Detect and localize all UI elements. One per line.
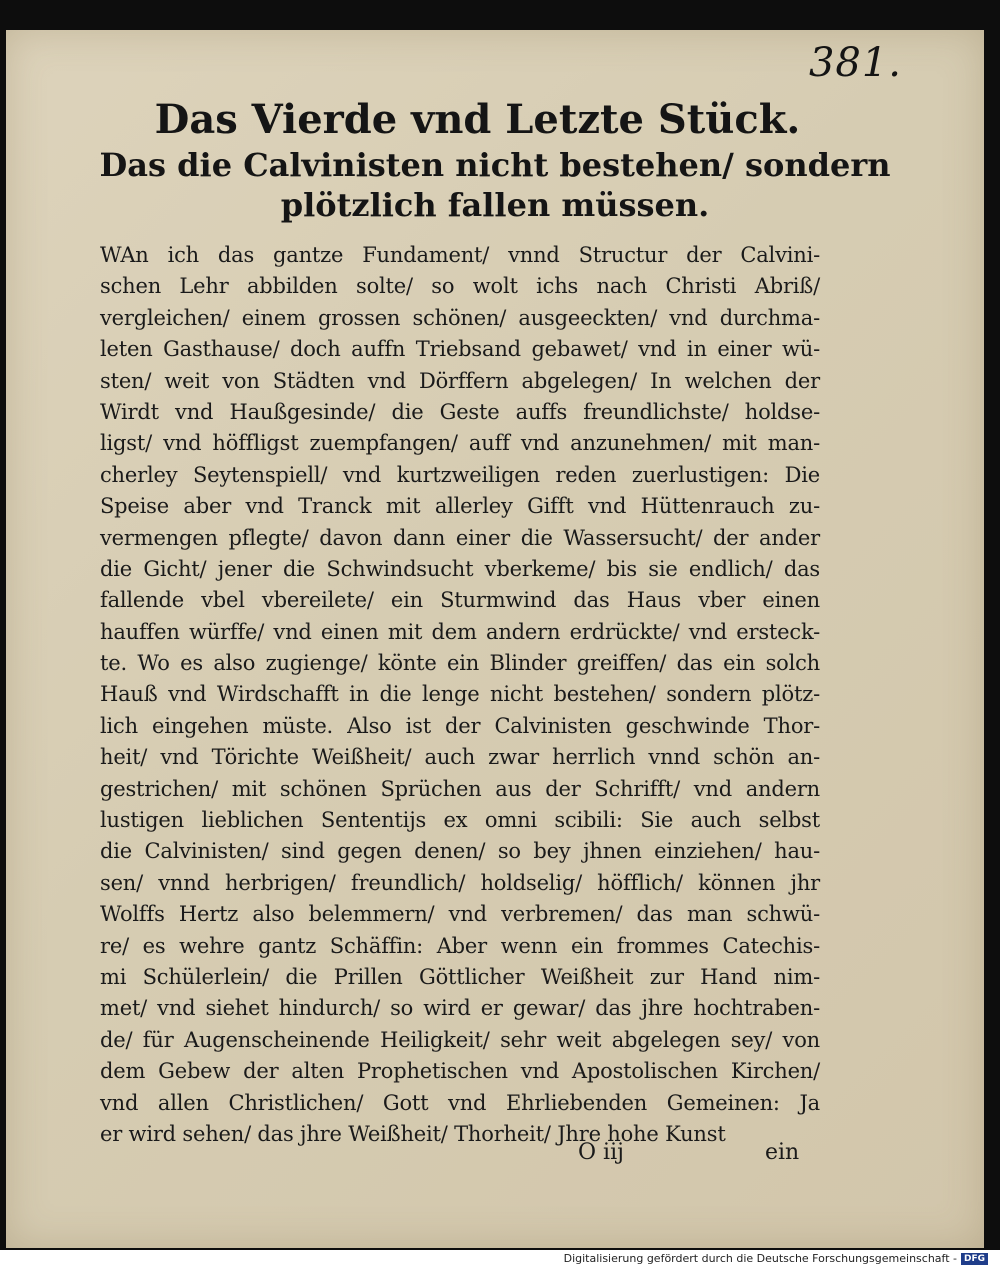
- text-line: WAn ich das gantze Fundament/ vnnd Structur der Calvini-: [100, 243, 820, 267]
- body-text: [100, 240, 820, 1150]
- footer-credit: Digitalisierung gefördert durch die Deutsche Forschungsgemeinschaft -: [563, 1252, 957, 1265]
- text-line: re/ es wehre gantz Schäffin: Aber wenn ein frommes Catechis-: [100, 933, 820, 958]
- text-line: schen Lehr abbilden solte/ so wolt ichs nach Christi Abriß/: [100, 274, 820, 299]
- text-line: die Calvinisten/ sind gegen denen/ so bey jhnen einziehen/ hau-: [100, 839, 820, 864]
- text-line: de/ für Augenscheinende Heiligkeit/ sehr weit abgelegen sey/ von: [100, 1027, 820, 1052]
- title-line-1: Das Vierde vnd Letzte Stück.: [154, 96, 801, 143]
- text-line: Wirdt vnd Haußgesinde/ die Geste auffs freundlichste/ holdse-: [100, 399, 820, 424]
- text-line: ligst/ vnd höffligst zuempfangen/ auff vnd anzunehmen/ mit man-: [100, 431, 820, 456]
- text-line: sen/ vnnd herbrigen/ freundlich/ holdselig/ höfflich/ können jhr: [100, 870, 820, 895]
- text-line: die Gicht/ jener die Schwindsucht vberkeme/ bis sie endlich/ das: [100, 556, 820, 581]
- page-bottom-line: [0, 1140, 1000, 1174]
- signature-mark: O iij: [578, 1140, 624, 1165]
- text-line: lich eingehen müste. Also ist der Calvinisten geschwinde Thor-: [100, 713, 820, 738]
- text-line: vergleichen/ einem grossen schönen/ ausgeeckten/ vnd durchma-: [100, 305, 820, 330]
- text-line: er wird sehen/ das jhre Weißheit/ Thorheit/ Jhre hohe Kunst: [100, 1121, 726, 1146]
- text-line: cherley Seytenspiell/ vnd kurtzweiligen reden zuerlustigen: Die: [100, 462, 820, 487]
- text-line: gestrichen/ mit schönen Sprüchen aus der Schrifft/ vnd andern: [100, 776, 820, 801]
- text-line: vermengen pflegte/ davon dann einer die Wassersucht/ der ander: [100, 525, 820, 550]
- text-line: met/ vnd siehet hindurch/ so wird er gewar/ das jhre hochtraben-: [100, 996, 820, 1021]
- text-line: mi Schülerlein/ die Prillen Göttlicher Weißheit zur Hand nim-: [100, 964, 820, 989]
- chapter-title: [0, 95, 1000, 225]
- text-line: leten Gasthause/ doch auffn Triebsand gebawet/ vnd in einer wü-: [100, 337, 820, 362]
- catchword: ein: [765, 1140, 800, 1165]
- text-line: dem Gebew der alten Prophetischen vnd Apostolischen Kirchen/: [100, 1059, 820, 1084]
- text-line: Hauß vnd Wirdschafft in die lenge nicht bestehen/ sondern plötz-: [100, 682, 820, 707]
- text-line: lustigen lieblichen Sententijs ex omni scibili: Sie auch selbst: [100, 808, 820, 833]
- text-line: fallende vbel vbereilete/ ein Sturmwind das Haus vber einen: [100, 588, 820, 613]
- title-line-3: plötzlich fallen müssen.: [280, 186, 710, 224]
- digitization-footer: [564, 1252, 988, 1265]
- text-line: hauffen würffe/ vnd einen mit dem andern erdrückte/ vnd ersteck-: [100, 619, 820, 644]
- page-number: 381.: [808, 40, 902, 86]
- text-line: Speise aber vnd Tranck mit allerley Gifft vnd Hüttenrauch zu-: [100, 494, 820, 519]
- title-line-2: Das die Calvinisten nicht bestehen/ sondern: [99, 146, 891, 184]
- text-line: te. Wo es also zugienge/ könte ein Blinder greiffen/ das ein solch: [100, 651, 820, 676]
- text-line: vnd allen Christlichen/ Gott vnd Ehrliebenden Gemeinen: Ja: [100, 1090, 820, 1115]
- dfg-logo: DFG: [961, 1253, 988, 1265]
- text-line: heit/ vnd Törichte Weißheit/ auch zwar herrlich vnnd schön an-: [100, 745, 820, 770]
- text-line: sten/ weit von Städten vnd Dörffern abgelegen/ In welchen der: [100, 368, 820, 393]
- text-line: Wolffs Hertz also belemmern/ vnd verbremen/ das man schwü-: [100, 902, 820, 927]
